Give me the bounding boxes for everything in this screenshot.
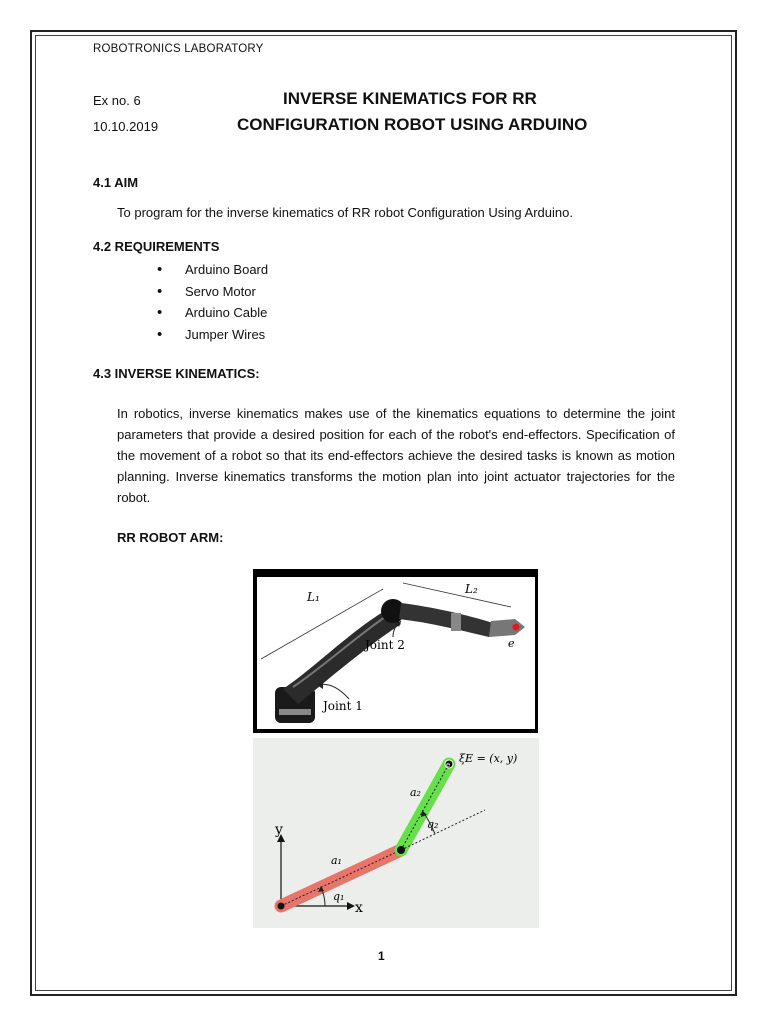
label-a1: a₁ [331,854,342,867]
label-end-effector-position: ξE = (x, y) [459,752,518,765]
y-axis-label: y [275,822,283,838]
label-e-photo: e [508,637,515,650]
label-q2: q₂ [427,818,439,831]
label-L1: L₁ [307,590,320,604]
label-q1: q₁ [333,890,345,903]
label-e-diagram: e [446,761,451,769]
page-number: 1 [378,949,385,963]
link-motion-planning[interactable]: motion planning [117,448,675,484]
exercise-number: Ex no. 6 [93,93,141,108]
list-item: • Servo Motor [157,281,268,303]
label-a2: a₂ [410,786,421,799]
list-item: • Arduino Cable [157,302,268,324]
x-axis-label: x [355,900,363,916]
list-item: • Arduino Board [157,259,268,281]
list-item: • Jumper Wires [157,324,268,346]
title-line-1: INVERSE KINEMATICS FOR RR [283,89,537,108]
aim-heading: 4.1 AIM [93,175,139,190]
robot-arm-photo [253,569,538,733]
requirements-heading: 4.2 REQUIREMENTS [93,239,220,254]
label-L2: L₂ [465,582,478,596]
label-joint-2: Joint 2 [365,638,405,652]
inverse-kinematics-heading: 4.3 INVERSE KINEMATICS: [93,366,260,381]
lab-name: ROBOTRONICS LABORATORY [93,43,264,55]
link-end-effectors[interactable]: end-effectors [502,427,578,442]
rr-arm-diagram [253,738,539,928]
label-joint-1: Joint 1 [323,699,363,713]
aim-text: To program for the inverse kinematics of RR robot Configuration Using Arduino. [117,205,573,220]
exercise-date: 10.10.2019 [93,119,159,134]
rr-robot-arm-heading: RR ROBOT ARM: [117,530,224,545]
link-kinematics[interactable]: kinematics [416,406,478,421]
requirements-list [157,259,268,345]
inverse-kinematics-paragraph: In robotics, inverse kinematics makes use of the kinematics equations to determine the joint parameters that provide a desired position for each of the robot's end-effectors. Specification of the movement of a robot so that its end-effectors achieve the desired tasks is known as motion planning. Inverse kinematics transforms the motion plan into joint actuator trajectories for the robot. [117,406,675,505]
link-actuator[interactable]: actuator [513,469,561,484]
title-line-2: CONFIGURATION ROBOT USING ARDUINO [237,115,588,134]
